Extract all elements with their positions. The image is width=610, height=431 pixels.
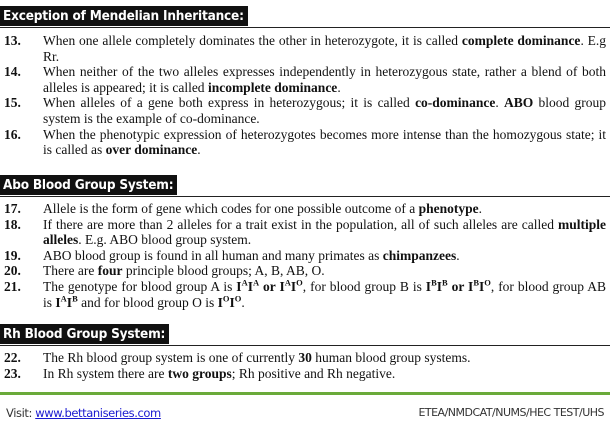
bold-term: I	[55, 294, 61, 310]
bold-term: I	[468, 278, 474, 294]
list-item	[0, 366, 610, 382]
text-run: The Rh blood group system is one of currently	[43, 350, 299, 365]
item-text	[43, 217, 610, 248]
text-run: When one allele completely dominates the other in heterozygote, it is called	[43, 33, 462, 48]
superscript: A	[284, 277, 291, 288]
section-divider	[0, 196, 610, 197]
superscript: B	[442, 277, 448, 288]
text-run: . E.g Rr.	[43, 33, 607, 64]
section-divider	[0, 345, 610, 346]
text-run: blood group system is the example of co-dominance.	[43, 95, 606, 126]
bold-term: I	[217, 294, 223, 310]
bold-term: chimpanzees	[382, 247, 457, 263]
list-item	[0, 95, 610, 126]
item-number: 20.	[4, 263, 21, 279]
bold-term: I	[229, 294, 235, 310]
superscript: O	[222, 293, 230, 304]
item-number: 13.	[4, 33, 21, 48]
list-item	[0, 350, 610, 366]
bold-term: ABO	[503, 95, 534, 111]
superscript: B	[473, 277, 479, 288]
item-number: 23.	[4, 365, 21, 381]
section-heading-abo-blood-group: Abo Blood Group System:	[0, 175, 177, 195]
text-run: .	[241, 294, 245, 310]
item-number: 19.	[4, 247, 21, 263]
bold-term: four	[97, 263, 123, 279]
superscript: A	[252, 277, 260, 288]
item-number: 16.	[4, 126, 21, 142]
text-run: .	[495, 95, 504, 111]
text-run: Allele is the form of gene which codes for one possible outcome of a	[43, 201, 419, 216]
text-run: In Rh system there are	[43, 365, 168, 381]
bold-term: I	[66, 294, 73, 310]
item-number: 21.	[4, 278, 21, 294]
text-run: ABO blood group is found in all human and many primates as	[43, 247, 383, 263]
text-run: When the phenotypic expression of heterozygotes becomes more intense than the homozygous state; it is called as	[43, 126, 606, 158]
item-text	[43, 127, 610, 158]
section-heading-mendelian-exceptions: Exception of Mendelian Inheritance:	[0, 6, 248, 26]
footer-visit-label: Visit:	[6, 406, 36, 420]
text-run: . E.g. ABO blood group system.	[78, 232, 252, 248]
bold-term: phenotype	[418, 201, 479, 216]
text-run: When neither of the two alleles expresses independently in heterozygous state, rather a blend of both alleles is appeared; it is called	[43, 64, 606, 95]
text-run: principle blood groups; A, B, AB, O.	[122, 263, 325, 279]
item-text	[43, 248, 610, 264]
item-text	[43, 279, 610, 310]
superscript: A	[241, 277, 248, 288]
text-run: human blood group systems.	[311, 350, 471, 365]
superscript: O	[296, 277, 303, 288]
bold-term: or	[447, 278, 469, 294]
text-run: When alleles of a gene both express in heterozygous; it is called	[43, 95, 416, 111]
superscript: A	[60, 293, 67, 304]
text-run: ; Rh positive and Rh negative.	[231, 365, 396, 381]
bold-term: incomplete dominance	[207, 79, 338, 95]
list-item	[0, 263, 610, 279]
section-heading-rh-blood-group: Rh Blood Group System:	[0, 324, 169, 344]
text-run: .	[197, 142, 201, 158]
list-item	[0, 201, 610, 217]
text-run: .	[337, 79, 341, 95]
item-number: 15.	[4, 95, 21, 111]
superscript: O	[484, 277, 491, 288]
list-item	[0, 248, 610, 264]
text-run: If there are more than 2 alleles for a trait exist in the population, all of such alleles are called	[43, 216, 558, 232]
section-list	[0, 350, 610, 381]
bold-term: over dominance	[105, 142, 198, 158]
item-text	[43, 366, 610, 382]
item-number: 18.	[4, 216, 21, 232]
text-run: There are	[43, 263, 98, 279]
item-number: 14.	[4, 64, 21, 80]
list-item	[0, 33, 610, 64]
footer-test-names: ETEA/NMDCAT/NUMS/HEC TEST/UHS	[418, 406, 604, 419]
list-item	[0, 279, 610, 310]
bold-term: multiple alleles	[43, 216, 606, 248]
bold-term: I	[436, 278, 442, 294]
bold-term: I	[247, 278, 253, 294]
item-text	[43, 33, 610, 64]
item-text	[43, 201, 610, 217]
superscript: O	[234, 293, 242, 304]
text-run: The genotype for blood group A is	[43, 278, 237, 294]
website-link[interactable]: www.bettaniseries.com	[35, 406, 161, 420]
section-list	[0, 33, 610, 158]
bold-term: complete dominance	[461, 33, 581, 48]
list-item	[0, 127, 610, 158]
bold-term: I	[236, 278, 242, 294]
bold-term: co-dominance	[415, 95, 496, 111]
superscript: B	[72, 293, 78, 304]
bold-term: two groups	[167, 365, 232, 381]
bold-term: I	[290, 278, 297, 294]
section-divider	[0, 27, 610, 28]
text-run: and for blood group O is	[77, 294, 218, 310]
bold-term: I	[279, 278, 285, 294]
bold-term: or	[259, 278, 280, 294]
superscript: B	[431, 277, 437, 288]
item-number: 17.	[4, 201, 21, 216]
text-run: .	[456, 247, 460, 263]
list-item	[0, 217, 610, 248]
bold-term: 30	[298, 350, 312, 365]
item-text	[43, 263, 610, 279]
item-text	[43, 64, 610, 95]
item-text	[43, 350, 610, 366]
text-run: , for blood group AB is	[43, 278, 606, 310]
bold-term: I	[425, 278, 432, 294]
section-list	[0, 201, 610, 310]
item-number: 22.	[4, 350, 21, 365]
text-run: , for blood group B is	[302, 278, 426, 294]
footer-accent-line	[0, 392, 610, 395]
footer-visit	[6, 406, 161, 420]
bold-term: I	[478, 278, 485, 294]
text-run: .	[478, 201, 483, 216]
item-text	[43, 95, 610, 126]
list-item	[0, 64, 610, 95]
